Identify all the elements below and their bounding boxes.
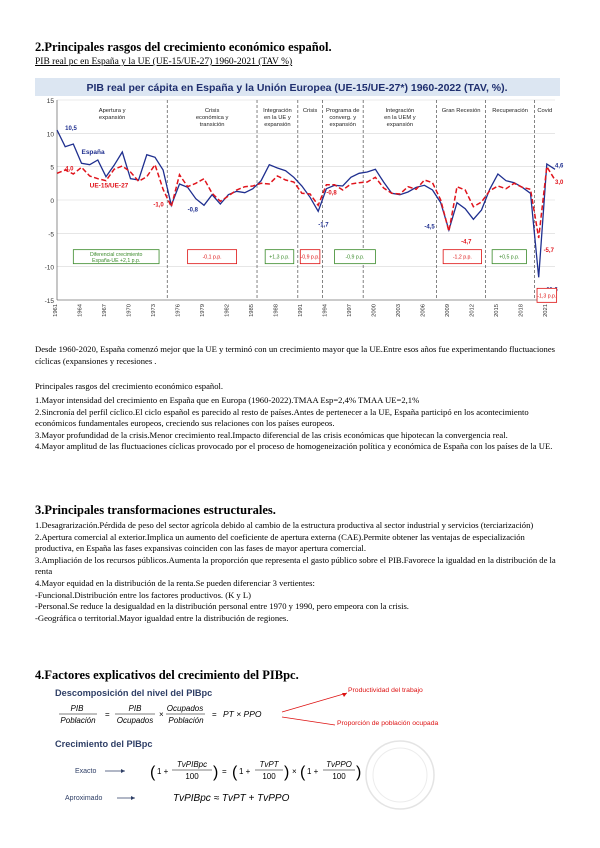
seal-watermark [366, 741, 434, 809]
y-tick-label: 0 [50, 198, 54, 205]
y-tick-label: -5 [48, 231, 54, 239]
point-annotation: 4,6 [555, 163, 564, 170]
x-tick-label: 2021 [542, 304, 549, 317]
point-annotation: -4,5 [424, 224, 435, 231]
diff-box-label: Diferencial crecimiento España-UE +2,1 p.p. [89, 252, 143, 265]
f-exact-b: TvPT [259, 760, 279, 769]
period-label: Crisis económica y transición [195, 108, 229, 128]
eu-series-label: UE-15/UE-27 [89, 182, 129, 190]
diff-box-label: -0,9 p.p. [300, 254, 320, 261]
f-eq: = [105, 710, 110, 719]
chart-caption: PIB real pc en España y la UE (UE-15/UE-27) 1960-2021 (TAV %) [35, 57, 293, 67]
seal-watermark-inner [373, 748, 427, 802]
x-tick-label: 1973 [150, 304, 157, 317]
f-poblacion: Población [60, 716, 96, 725]
x-tick-label: 1979 [199, 304, 206, 317]
f-times-2: × [292, 767, 297, 776]
x-tick-label: 1997 [346, 304, 353, 317]
paren: ) [356, 764, 362, 781]
x-tick-label: 1970 [126, 304, 133, 317]
section-3-list [35, 520, 563, 624]
y-tick-label: -15 [44, 298, 54, 305]
f-one-plus-3: 1 + [307, 767, 319, 776]
diff-box-label: -0,9 p.p. [345, 254, 365, 261]
rasgos-title: Principales rasgos del crecimiento económico español. [35, 381, 224, 391]
f-exact-a: TvPIBpc [176, 760, 208, 769]
diff-box-label: -1,3 p.p. [537, 293, 557, 300]
rasgo-item: 4.Mayor amplitud de las fluctuaciones cíclicas provocado por el proceso de homogeneización política y económica de España con los países de la UE. [35, 441, 553, 452]
f-exact-c: TvPPO [326, 760, 352, 769]
point-annotation: 3,0 [555, 180, 564, 186]
point-annotation: -1,0 [153, 202, 164, 209]
arrow-head [121, 769, 125, 773]
point-annotation: 4,0 [65, 166, 74, 173]
paren: ) [284, 764, 290, 781]
section-2-title: 2.Principales rasgos del crecimiento económico español. [35, 40, 332, 54]
y-tick-label: 15 [46, 98, 54, 105]
period-label: Covid [537, 108, 553, 114]
rasgo-item: 2.Sincronía del perfil cíclico.El ciclo español es parecido al resto de países.Antes de pertenecer a la UE, España participó en los acontecimiento económicos fundamentales europeos, creciendo sus relaciones con los países europeos. [35, 406, 529, 429]
x-tick-label: 1976 [175, 304, 182, 317]
arrow-proporcion [282, 717, 335, 725]
paren: ( [232, 764, 238, 781]
section-3-title: 3.Principales transformaciones estructurales. [35, 503, 276, 517]
rasgos-list [35, 395, 563, 453]
period-label: Programa de converg. y expansión [325, 108, 360, 128]
f-100-3: 100 [332, 772, 346, 781]
x-tick-label: 1967 [101, 304, 108, 317]
note-proporcion: Proporción de población ocupada [337, 720, 439, 727]
x-tick-label: 1985 [248, 304, 255, 317]
point-annotation: -0,8 [326, 190, 337, 197]
period-label: Gran Recesión [441, 108, 481, 114]
period-label: Recuperación [492, 108, 528, 114]
diff-box-label: +1,3 p.p. [269, 254, 290, 261]
f-ocupados-2: Ocupados [166, 704, 204, 713]
period-label: Integración en la UE y expansión [263, 108, 292, 128]
label-exact: Exacto [75, 768, 97, 775]
period-label: Crisis [302, 108, 318, 114]
x-tick-label: 1964 [77, 304, 84, 317]
intro-paragraph: Desde 1960-2020, España comenzó mejor que la UE y terminó con un crecimiento mayor que la UE.Entre esos años fue experimentando fluctuaciones cíclicas (expansiones y recesiones . [35, 344, 555, 366]
f-eq-3: = [222, 767, 227, 776]
x-tick-label: 2000 [371, 304, 378, 317]
f-pib-2: PIB [128, 704, 142, 713]
period-label: Integración en la UEM y expansión [384, 108, 416, 128]
f-approx: TvPIBpc ≈ TvPT + TvPPO [173, 793, 290, 804]
paren: ( [300, 764, 306, 781]
note-productividad: Productividad del trabajo [348, 687, 423, 694]
y-tick-label: -10 [44, 264, 54, 272]
point-annotation: -0,8 [187, 207, 198, 214]
f-one-plus: 1 + [157, 767, 169, 776]
f-eq-2: = [212, 710, 217, 719]
heading-level: Descomposición del nivel del PIBpc [55, 688, 213, 698]
arrow-head [131, 796, 135, 800]
f-times: × [159, 710, 164, 719]
paren: ) [213, 764, 219, 781]
transformation-item: 1.Desagrarización.Pérdida de peso del sector agrícola debido al cambio de la estructura productiva al sector industrial y servicios (terciarización) [35, 520, 534, 530]
arrow-head [342, 693, 347, 697]
f-ocupados: Ocupados [116, 716, 154, 725]
diff-box-label: -0,1 p.p. [202, 254, 222, 261]
f-pt-ppo: PT × PPO [223, 709, 262, 719]
x-tick-label: 2012 [469, 304, 476, 317]
x-tick-label: 1961 [53, 304, 59, 317]
f-one-plus-2: 1 + [239, 767, 251, 776]
x-tick-label: 2018 [518, 304, 525, 317]
x-tick-label: 2009 [444, 304, 451, 317]
formula-svg [55, 687, 445, 812]
point-annotation: -1,7 [318, 222, 329, 229]
gdp-chart-svg [35, 78, 564, 340]
y-tick-label: 10 [46, 131, 54, 139]
pib-decomposition-figure [55, 687, 445, 812]
transformation-item: 4.Mayor equidad en la distribución de la renta.Se pueden diferenciar 3 vertientes: [35, 577, 315, 588]
f-poblacion-2: Población [168, 716, 204, 725]
label-approx: Aproximado [65, 795, 103, 802]
paren: ( [150, 764, 156, 781]
diff-box-label: -1,2 p.p. [452, 254, 472, 261]
f-pib: PIB [70, 704, 84, 713]
f-100: 100 [185, 772, 199, 781]
x-tick-label: 2015 [493, 304, 500, 317]
x-tick-label: 2003 [395, 304, 402, 317]
x-tick-label: 1991 [297, 304, 304, 317]
transformation-item: 2.Apertura comercial al exterior.Implica un aumento del coeficiente de apertura externa (CAE).Permite obtener las ventajas de especialización productiva, en España las fases expansivas coinciden con las fases de mayor apertura comercial. [35, 531, 525, 554]
spain-series-label: España [81, 149, 105, 156]
section-4-title: 4.Factores explicativos del crecimiento del PIBpc. [35, 668, 299, 682]
transformation-item: -Funcional.Distribución entre los factores productivos. (K y L) [35, 589, 251, 600]
transformation-item: -Personal.Se reduce la desigualdad en la distribución personal entre 1970 y 1990, pero empeora con la crisis. [35, 601, 409, 612]
point-annotation: -5,7 [543, 248, 554, 254]
x-tick-label: 1982 [224, 304, 231, 317]
heading-growth: Crecimiento del PIBpc [55, 739, 153, 749]
rasgo-item: 3.Mayor profundidad de la crisis.Menor crecimiento real.Impacto diferencial de las crisis económicas que hipotecan la convergencia real. [35, 429, 508, 440]
eu-series-line [57, 165, 555, 238]
point-annotation: 10,5 [65, 126, 77, 132]
point-annotation: -4,7 [461, 239, 472, 246]
transformation-item: 3.Ampliación de los recursos públicos.Aumenta la proporción que representa el gasto público sobre el PIB.Favorece la igualdad en la distribución de la renta [35, 554, 556, 577]
x-tick-label: 1988 [273, 304, 280, 317]
chart-title: PIB real per cápita en España y la Unión Europea (UE-15/UE-27*) 1960-2022 (TAV, %). [86, 82, 508, 94]
f-100-2: 100 [262, 772, 276, 781]
y-tick-label: 5 [50, 164, 54, 172]
transformation-item: -Geográfica o territorial.Mayor igualdad entre la distribución de regiones. [35, 612, 289, 623]
arrow-productividad [282, 693, 347, 712]
x-tick-label: 1994 [322, 304, 329, 317]
diff-box-label: +0,5 p.p. [499, 254, 520, 261]
x-tick-label: 2006 [420, 304, 427, 317]
period-label: Apertura y expansión [98, 108, 126, 121]
gdp-chart [35, 78, 564, 340]
rasgo-item: 1.Mayor intensidad del crecimiento en España que en Europa (1960-2022).TMAA Esp=2,4% TMAA UE=2,1% [35, 395, 420, 405]
